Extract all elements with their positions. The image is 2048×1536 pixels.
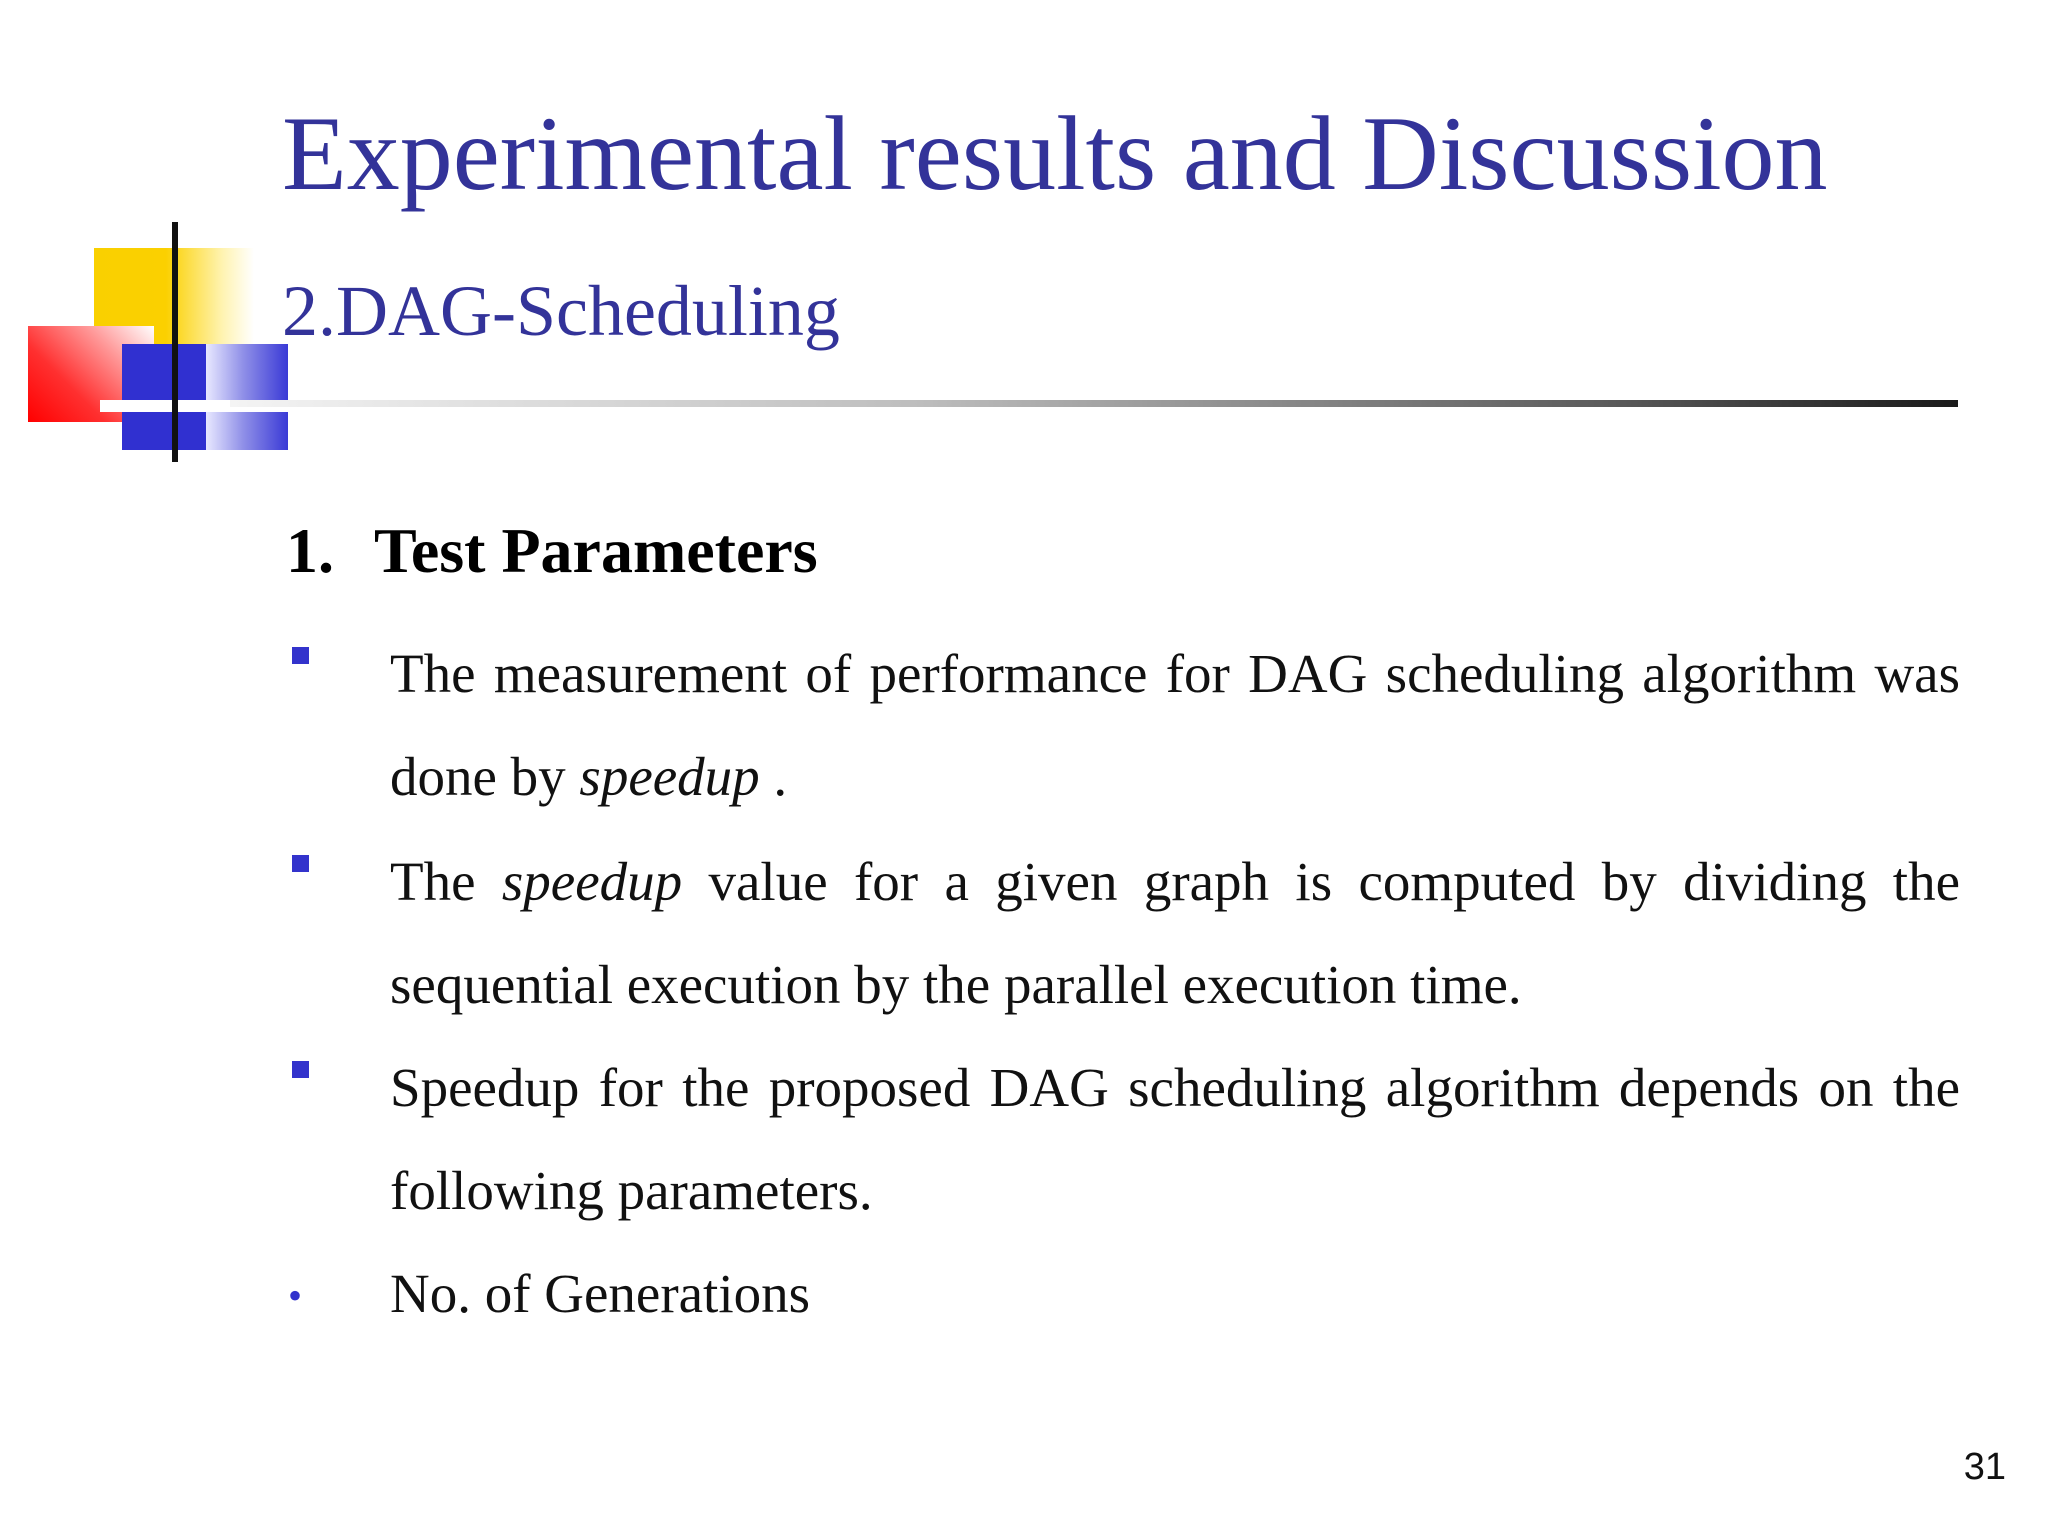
bullet-text [390,622,1960,828]
bullet-text-part: value for a given graph is computed by dividing the sequential execution by the parallel execution time. [390,851,1961,1015]
bullet-text [390,1242,1960,1345]
section-heading [286,516,818,586]
bullet-text-italic: speedup [501,851,683,912]
slide-subtitle: 2.DAG-Scheduling [282,271,840,351]
page-number: 31 [1963,1446,2006,1488]
bullet-text [390,1036,1960,1242]
dot-bullet-icon: • [288,1273,303,1318]
logo-vertical-line [172,222,178,462]
bullet-text-part: The measurement of performance for DAG scheduling algorithm was done by [390,643,1960,807]
logo-blue-gradient-block [206,344,288,450]
bullet-text-italic: speedup [579,746,760,807]
bullet-text-part: . [759,746,788,807]
section-number: 1. [286,515,334,586]
bullet-text [390,830,1960,1036]
logo-blue-block [122,344,206,450]
title-divider [230,400,1958,407]
bullet-text-part: Speedup for the proposed DAG scheduling algorithm depends on the following parameters. [390,1057,1960,1221]
square-bullet-icon [292,647,309,664]
section-heading-text: Test Parameters [374,515,818,586]
bullet-text-part: No. of Generations [390,1263,811,1324]
square-bullet-icon [292,1061,309,1078]
slide-title: Experimental results and Discussion [282,95,1828,212]
bullet-text-part: The [390,851,502,912]
square-bullet-icon [292,855,309,872]
